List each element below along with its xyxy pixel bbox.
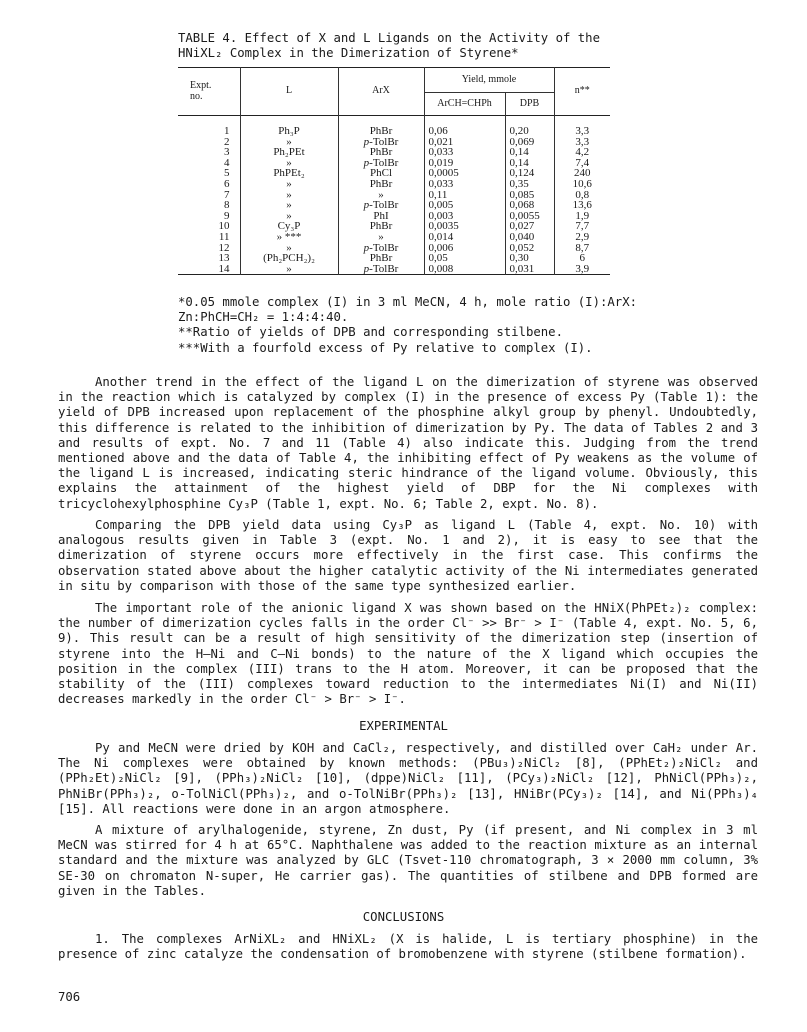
- footnote-1-cont: Zn:PhCH=CH₂ = 1:4:4:40.: [178, 310, 349, 325]
- cell-n: 240: [554, 168, 610, 179]
- cell-stilbene: 0,005: [424, 200, 505, 211]
- header-L: L: [240, 68, 338, 116]
- cell-dpb: 0,20: [505, 116, 554, 137]
- cell-stilbene: 0,014: [424, 232, 505, 243]
- cell-ArX: PhBr: [338, 253, 424, 264]
- cell-L: »: [240, 243, 338, 254]
- cell-no: 2: [224, 135, 230, 148]
- paragraph-materials: Py and MeCN were dried by KOH and CaCl₂, respectively, and distilled over CaH₂ under Ar. The Ni complexes were obtained by known methods: (PBu₃)₂NiCl₂ [8], (PPhEt₂)₂NiCl₂ and (PPh₂Et)₂NiCl₂ [9], (PPh₃)₂NiCl₂ [10], (dppe)NiCl₂ [11], (PCy₃)₂NiCl₂ [12], PhNiCl(PPh₃)₂, PhNiBr(PPh₃)₂, o-TolNiCl(PPh₃)₂, and o-TolNiBr(PPh₃)₂ [13], HNiBr(PCy₃)₂ [14], and Ni(PPh₃)₄ [15]. All reactions were done in an argon atmosphere.: [58, 741, 758, 816]
- table-row: [178, 232, 610, 243]
- cell-no: 4: [224, 156, 230, 169]
- heading-experimental: EXPERIMENTAL: [359, 719, 448, 733]
- cell-L: » ***: [240, 232, 338, 243]
- cell-ArX: »: [338, 232, 424, 243]
- header-yield: Yield, mmole: [424, 68, 554, 93]
- cell-L: Ph₂PEt: [240, 147, 338, 158]
- cell-no: 7: [224, 188, 230, 201]
- cell-dpb: 0,052: [505, 243, 554, 254]
- cell-ArX: PhBr: [338, 221, 424, 232]
- cell-ArX: p-TolBr: [338, 243, 424, 254]
- table-row: [178, 158, 610, 169]
- paragraph-conclusion-1: 1. The complexes ArNiXL₂ and HNiXL₂ (X is halide, L is tertiary phosphine) in the presence of zinc catalyze the condensation of bromobenzene with styrene (stilbene formation).: [58, 932, 758, 962]
- paragraph-procedure: A mixture of arylhalogenide, styrene, Zn dust, Py (if present, and Ni complex in 3 ml MeCN was stirred for 4 h at 65°C. Naphthalene was added to the reaction mixture as an internal standard and the mixture was analyzed by GLC (Tsvet-110 chromatograph, 3 × 2000 mm column, 3% SE-30 on chromaton N-super, He carrier gas). The quantities of stilbene and DPB formed are given in the Tables.: [58, 823, 758, 898]
- cell-L: »: [240, 211, 338, 222]
- cell-dpb: 0,031: [505, 264, 554, 275]
- cell-L: (Ph₂PCH₂)₂: [240, 253, 338, 264]
- table-row: [178, 243, 610, 254]
- cell-no: 3: [224, 146, 230, 159]
- cell-stilbene: 0,06: [424, 116, 505, 137]
- cell-no: 11: [218, 230, 230, 243]
- cell-no: 6: [224, 177, 230, 190]
- cell-n: 10,6: [554, 179, 610, 190]
- header-expt: Expt. no.: [190, 79, 212, 102]
- page-number: 706: [58, 990, 81, 1004]
- cell-dpb: 0,069: [505, 137, 554, 148]
- cell-n: 1,9: [554, 211, 610, 222]
- cell-stilbene: 0,008: [424, 264, 505, 275]
- table-row: [178, 179, 610, 190]
- cell-L: Ph₃P: [240, 116, 338, 137]
- table-caption: [178, 31, 628, 61]
- cell-dpb: 0,30: [505, 253, 554, 264]
- cell-n: 7,7: [554, 221, 610, 232]
- cell-L: »: [240, 158, 338, 169]
- table-row: [178, 211, 610, 222]
- cell-L: »: [240, 200, 338, 211]
- cell-ArX: PhI: [338, 211, 424, 222]
- cell-n: 4,2: [554, 147, 610, 158]
- paragraph-anionic-ligand: The important role of the anionic ligand X was shown based on the HNiX(PhPEt₂)₂ complex: the number of dimerization cycles falls in the order Cl⁻ >> Br⁻ > I⁻ (Table 4, expt. No. 5, 6, 9). This result can be a result of high sensitivity of the dimerization step (insertion of styrene into the H–Ni and C–Ni bonds) to the nature of the X ligand which occupies the position in the complex (III) trans to the H atom. Moreover, it can be proposed that the stability of the (III) complexes toward reduction to the intermediates Ni(I) and Ni(II) decreases markedly in the order Cl⁻ > Br⁻ > I⁻.: [58, 601, 758, 707]
- cell-no: 5: [224, 167, 230, 180]
- cell-n: 3,3: [554, 116, 610, 137]
- cell-L: »: [240, 264, 338, 275]
- table-caption-line1: TABLE 4. Effect of X and L Ligands on the Activity of the: [178, 31, 600, 45]
- cell-stilbene: 0,006: [424, 243, 505, 254]
- cell-stilbene: 0,003: [424, 211, 505, 222]
- cell-L: PhPEt₂: [240, 168, 338, 179]
- cell-dpb: 0,14: [505, 147, 554, 158]
- table-4: [178, 67, 610, 275]
- cell-n: 8,7: [554, 243, 610, 254]
- cell-L: »: [240, 179, 338, 190]
- cell-stilbene: 0,033: [424, 147, 505, 158]
- cell-n: 7,4: [554, 158, 610, 169]
- cell-no: 10: [218, 220, 230, 233]
- header-ArX: ArX: [338, 68, 424, 116]
- paragraph-ligand-trend: Another trend in the effect of the ligand L on the dimerization of styrene was observed in the reaction which is catalyzed by complex (I) in the presence of excess Py (Table 1): the yield of DPB increased upon replacement of the phosphine alkyl group by phenyl. Undoubtedly, this difference is related to the inhibition of dimerization by Py. The data of Tables 2 and 3 and results of expt. No. 7 and 11 (Table 4) also indicate this. Judging from the trend mentioned above and the data of Table 4, the inhibiting effect of Py weakens as the volume of the ligand L is increased, indicating steric hindrance of the ligand volume. Obviously, this explains the attainment of the highest yield of DBP for the Ni complexes with tricyclohexylphosphine Cy₃P (Table 1, expt. No. 6; Table 2, expt. No. 8).: [58, 375, 758, 511]
- cell-no: 9: [224, 209, 230, 222]
- footnote-3: ***With a fourfold excess of Py relative to complex (I).: [178, 340, 593, 355]
- table-caption-line2: HNiXL₂ Complex in the Dimerization of Styrene*: [178, 46, 519, 61]
- cell-n: 3,3: [554, 137, 610, 148]
- cell-dpb: 0,068: [505, 200, 554, 211]
- cell-stilbene: 0,021: [424, 137, 505, 148]
- table-row: [178, 168, 610, 179]
- cell-n: 0,8: [554, 190, 610, 201]
- cell-no: 14: [218, 262, 230, 275]
- cell-L: »: [240, 137, 338, 148]
- table-row: [178, 116, 610, 137]
- footnote-1: *0.05 mmole complex (I) in 3 ml MeCN, 4 h, mole ratio (I):ArX:: [178, 295, 638, 309]
- cell-ArX: »: [338, 190, 424, 201]
- cell-dpb: 0,0055: [505, 211, 554, 222]
- cell-n: 6: [554, 253, 610, 264]
- table-row: [178, 221, 610, 232]
- cell-n: 13,6: [554, 200, 610, 211]
- cell-dpb: 0,085: [505, 190, 554, 201]
- cell-ArX: PhBr: [338, 147, 424, 158]
- paragraph-cy3p-comparison: Comparing the DPB yield data using Cy₃P as ligand L (Table 4, expt. No. 10) with analogous results given in Table 3 (expt. No. 1 and 2), it is easy to see that the dimerization of styrene occurs more effectively in the first case. This confirms the observation stated above about the higher catalytic activity of the Ni intermediates generated in situ by comparison with those of the same type synthesized earlier.: [58, 518, 758, 593]
- cell-stilbene: 0,0035: [424, 221, 505, 232]
- cell-n: 2,9: [554, 232, 610, 243]
- cell-stilbene: 0,11: [424, 190, 505, 201]
- cell-ArX: p-TolBr: [338, 137, 424, 148]
- cell-ArX: PhCl: [338, 168, 424, 179]
- header-stilbene: ArCH=CHPh: [424, 93, 505, 116]
- cell-stilbene: 0,0005: [424, 168, 505, 179]
- cell-no: 12: [218, 241, 230, 254]
- cell-no: 8: [224, 199, 230, 212]
- cell-stilbene: 0,05: [424, 253, 505, 264]
- cell-ArX: p-TolBr: [338, 200, 424, 211]
- header-dpb: DPB: [505, 93, 554, 116]
- table-row: [178, 137, 610, 148]
- cell-no: 13: [218, 252, 230, 265]
- cell-ArX: PhBr: [338, 116, 424, 137]
- cell-dpb: 0,040: [505, 232, 554, 243]
- cell-dpb: 0,35: [505, 179, 554, 190]
- table-footnotes: [178, 295, 698, 356]
- cell-stilbene: 0,033: [424, 179, 505, 190]
- cell-no: 1: [224, 125, 230, 137]
- cell-ArX: PhBr: [338, 179, 424, 190]
- footnote-2: **Ratio of yields of DPB and corresponding stilbene.: [178, 325, 563, 340]
- table-row: [178, 200, 610, 211]
- cell-n: 3,9: [554, 264, 610, 275]
- heading-conclusions: CONCLUSIONS: [362, 910, 445, 924]
- cell-dpb: 0,14: [505, 158, 554, 169]
- cell-L: Cy₃P: [240, 221, 338, 232]
- cell-stilbene: 0,019: [424, 158, 505, 169]
- cell-ArX: p-TolBr: [338, 158, 424, 169]
- table-body: [178, 116, 610, 275]
- table-row: [178, 264, 610, 275]
- cell-ArX: p-TolBr: [338, 264, 424, 275]
- cell-L: »: [240, 190, 338, 201]
- header-n: n**: [554, 68, 610, 116]
- cell-dpb: 0,027: [505, 221, 554, 232]
- cell-dpb: 0,124: [505, 168, 554, 179]
